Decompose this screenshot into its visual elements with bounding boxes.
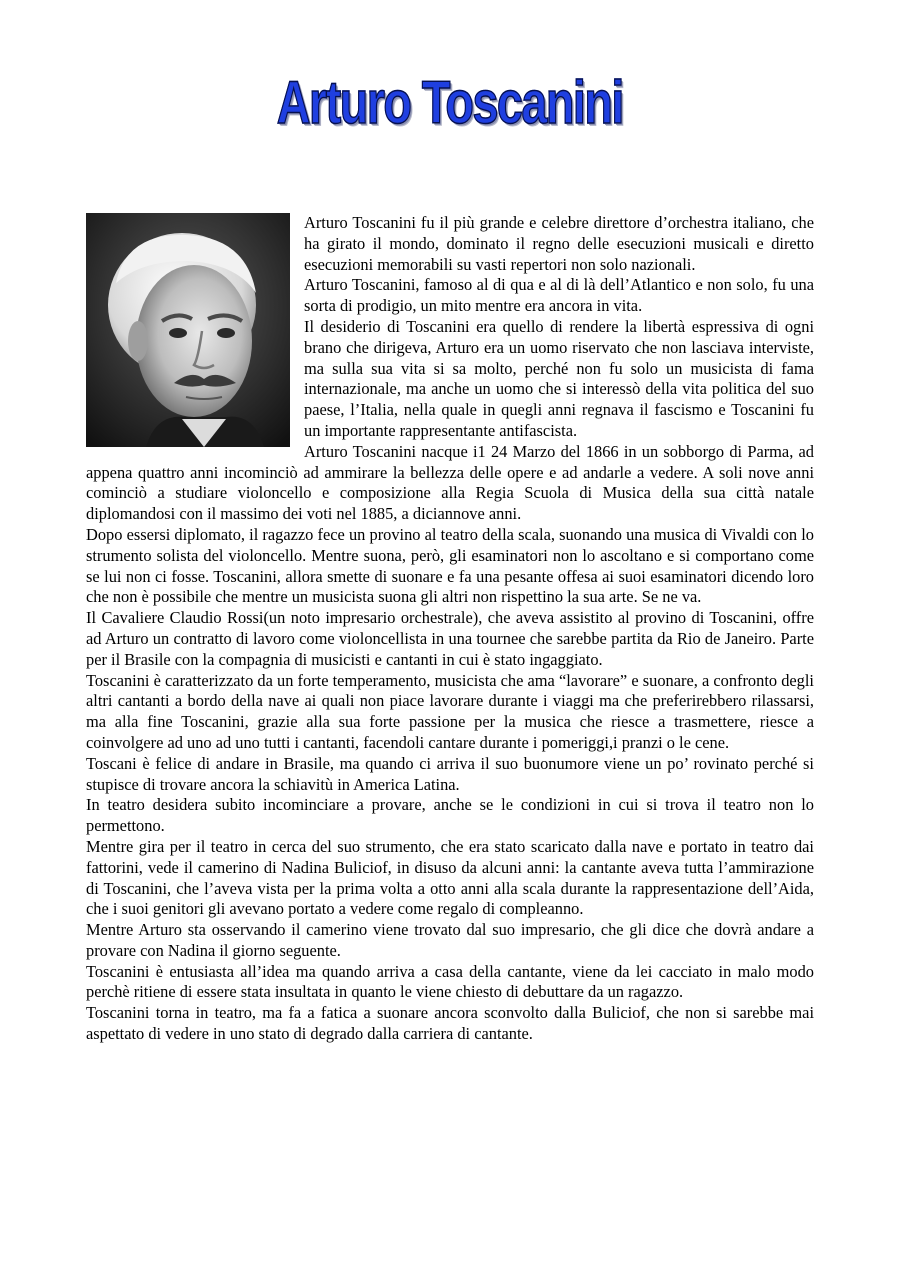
paragraph-10: Mentre gira per il teatro in cerca del suo strumento, che era stato scaricato dalla nave e portato in teatro dai fattorini, vede il camerino di Nadina Buliciof, in disuso da alcuni anni: la cantante aveva tutta l’ammirazione di Toscanini, che l’aveva vista per la prima volta a otto anni alla scala durante la rappresentazione dell’Aida, che i suoi genitori gli avevano portato a vedere come regalo di compleanno. <box>86 836 814 919</box>
paragraph-12: Toscanini è entusiasta all’idea ma quando arriva a casa della cantante, viene da lei cacciato in malo modo perchè ritiene di essere stata insultata in quanto le viene chiesto di debuttare da un ragazzo. <box>86 961 814 1002</box>
portrait-photo <box>86 213 290 447</box>
paragraph-13: Toscanini torna in teatro, ma fa a fatica a suonare ancora sconvolto dalla Buliciof, che non si sarebbe mai aspettato di vedere in uno stato di degrado dalla carriera di cantante. <box>86 1003 814 1044</box>
paragraph-7: Toscanini è caratterizzato da un forte temperamento, musicista che ama “lavorare” e suonare, a confronto degli altri cantanti a bordo della nave ai quali non piace lavorare durante i viaggi ma che preferirebbero rilassarsi, ma alla fine Toscanini, grazie alla sua forte passione per la musica che riesce a trasmettere, riesce a coinvolgere ad uno ad uno tutti i cantanti, facendoli cantare durante i pomeriggi,i pranzi o le cene. <box>86 670 814 752</box>
article-body <box>86 213 814 1045</box>
paragraph-9: In teatro desidera subito incominciare a provare, anche se le condizioni in cui si trova il teatro non lo permettono. <box>86 795 814 836</box>
paragraph-11: Mentre Arturo sta osservando il camerino viene trovato dal suo impresario, che gli dice che dovrà andare a provare con Nadina il giorno seguente. <box>86 920 814 960</box>
title-container <box>0 68 900 137</box>
paragraph-2: Arturo Toscanini, famoso al di qua e al di là dell’Atlantico e non solo, fu una sorta di prodigio, un mito mentre era ancora in vita. <box>304 275 814 316</box>
paragraph-4: Arturo Toscanini nacque i1 24 Marzo del 1866 in un sobborgo di Parma, ad appena quattro anni incominciò ad ammirare la bellezza delle opere e ad andarle a vedere. A soli nove anni cominciò a studiare violoncello e composizione alla Regia Scuola di Musica della sua città natale diplomandosi con il massimo dei voti nel 1885, a diciannove anni. <box>86 441 814 524</box>
paragraph-6: Il Cavaliere Claudio Rossi(un noto impresario orchestrale), che aveva assistito al provino di Toscanini, offre ad Arturo un contratto di lavoro come violoncellista in una tournee che sarebbe partita da Rio de Janeiro. Parte per il Brasile con la compagnia di musicisti e cantanti in cui è stato ingaggiato. <box>86 608 814 669</box>
paragraph-5: Dopo essersi diplomato, il ragazzo fece un provino al teatro della scala, suonando una musica di Vivaldi con lo strumento solista del violoncello. Mentre suona, però, gli esaminatori non lo ascoltano e si comportano come se lui non ci fosse. Toscanini, allora smette di suonare e fa una pesante offesa ai suoi esaminatori dicendo loro che non è possibile che mentre un musicista suona gli altri non rispettino la sua arte. Se ne va. <box>86 524 814 607</box>
page-title: Arturo Toscanini <box>276 69 623 136</box>
paragraph-3: Il desiderio di Toscanini era quello di rendere la libertà espressiva di ogni brano che dirigeva, Arturo era un uomo riservato che non lasciava interviste, ma sulla sua vita si sa molto, perché non fu solo un musicista di fama internazionale, ma anche un uomo che si interessò della vita politica del suo paese, l’Italia, nella quale in quegli anni regnava il fascismo e Toscanini fu un importante rappresentante antifascista. <box>304 316 814 440</box>
paragraph-8: Toscani è felice di andare in Brasile, ma quando ci arriva il suo buonumore viene un po’ rovinato perché si stupisce di trovare ancora la schiavitù in America Latina. <box>86 753 814 794</box>
paragraph-1: Arturo Toscanini fu il più grande e celebre direttore d’orchestra italiano, che ha girato il mondo, dominato il regno delle esecuzioni musicali e diretto esecuzioni memorabili su vasti repertori non solo nazionali. <box>304 213 814 274</box>
